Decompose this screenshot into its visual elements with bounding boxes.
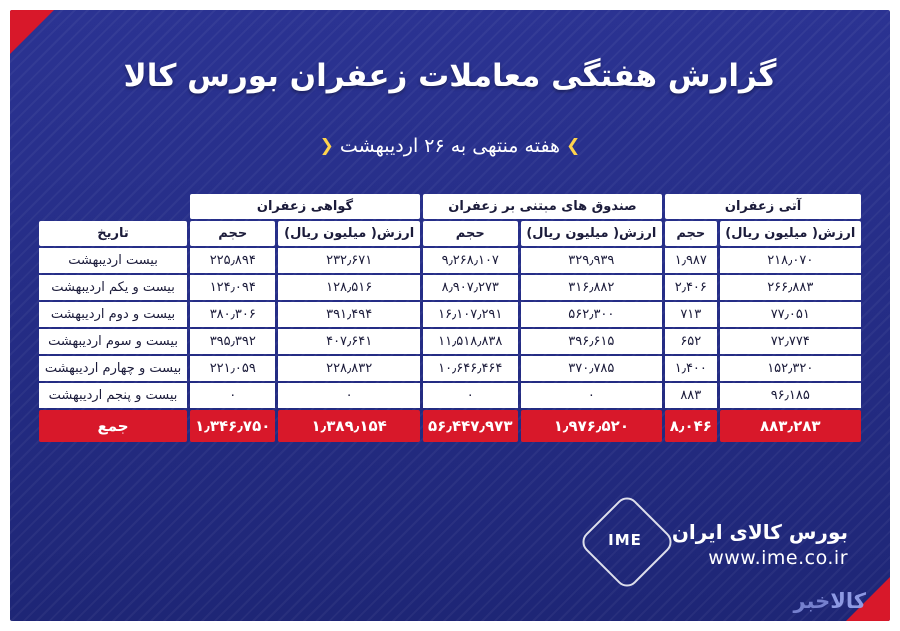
- table-row: [39, 329, 861, 354]
- cell-funds-value: ۳۱۶٫۸۸۲: [521, 275, 662, 300]
- subheader-funds-value: ارزش( میلیون ریال): [521, 221, 662, 246]
- chevron-right-icon: ❯: [566, 136, 581, 156]
- cell-futures-volume: ۱٫۹۸۷: [665, 248, 716, 273]
- cell-futures-value: ۲۶۶٫۸۸۳: [720, 275, 861, 300]
- subheader-certificates-value: ارزش( میلیون ریال): [278, 221, 419, 246]
- cell-certificates-volume: ۲۲۱٫۰۵۹: [190, 356, 275, 381]
- chevron-left-icon: ❮: [319, 136, 334, 156]
- cell-date: بیست و چهارم اردیبهشت: [39, 356, 187, 381]
- website-url[interactable]: www.ime.co.ir: [708, 547, 848, 569]
- cell-futures-value: ۹۶٫۱۸۵: [720, 383, 861, 408]
- table-row: [39, 248, 861, 273]
- subheader-funds-volume: حجم: [423, 221, 518, 246]
- cell-date: بیست و پنجم اردیبهشت: [39, 383, 187, 408]
- group-header-funds: صندوق های مبتنی بر زعفران: [423, 194, 662, 219]
- table-head: [39, 194, 861, 246]
- table-row: [39, 275, 861, 300]
- saffron-trades-table: [36, 192, 864, 444]
- cell-date: بیست و یکم اردیبهشت: [39, 275, 187, 300]
- total-certificates-volume: ۱٫۳۴۶٫۷۵۰: [190, 410, 275, 442]
- cell-certificates-value: ۱۲۸٫۵۱۶: [278, 275, 419, 300]
- ime-logo: [592, 507, 658, 573]
- cell-futures-volume: ۱٫۴۰۰: [665, 356, 716, 381]
- footer-brand: [672, 517, 848, 569]
- subheader-futures-volume: حجم: [665, 221, 716, 246]
- cell-futures-volume: ۶۵۲: [665, 329, 716, 354]
- cell-certificates-value: ۳۹۱٫۴۹۴: [278, 302, 419, 327]
- total-futures-volume: ۸٫۰۴۶: [665, 410, 716, 442]
- subheader-date: تاریخ: [39, 221, 187, 246]
- cell-futures-volume: ۲٫۴۰۶: [665, 275, 716, 300]
- cell-funds-volume: ۸٫۹۰۷٫۲۷۳: [423, 275, 518, 300]
- subheader-certificates-volume: حجم: [190, 221, 275, 246]
- table-subheader-row: [39, 221, 861, 246]
- cell-certificates-volume: ۲۲۵٫۸۹۴: [190, 248, 275, 273]
- page-title: گزارش هفتگی معاملات زعفران بورس کالا: [123, 58, 777, 94]
- cell-futures-value: ۱۵۲٫۳۲۰: [720, 356, 861, 381]
- cell-futures-value: ۲۱۸٫۰۷۰: [720, 248, 861, 273]
- cell-funds-volume: ۱۶٫۱۰۷٫۲۹۱: [423, 302, 518, 327]
- cell-funds-value: ۳۹۶٫۶۱۵: [521, 329, 662, 354]
- table-row: [39, 302, 861, 327]
- subtitle-text: هفته منتهی به ۲۶ اردیبهشت: [339, 135, 561, 157]
- cell-date: بیست و دوم اردیبهشت: [39, 302, 187, 327]
- cell-funds-volume: ۱۱٫۵۱۸٫۸۳۸: [423, 329, 518, 354]
- organization-name: بورس کالای ایران: [671, 520, 848, 544]
- table-row: [39, 383, 861, 408]
- subheader-futures-value: ارزش( میلیون ریال): [720, 221, 861, 246]
- watermark-first-word: کالا: [830, 589, 866, 613]
- cell-certificates-value: ۲۲۸٫۸۳۲: [278, 356, 419, 381]
- cell-certificates-volume: ۳۸۰٫۳۰۶: [190, 302, 275, 327]
- cell-funds-volume: ۱۰٫۶۴۶٫۴۶۴: [423, 356, 518, 381]
- watermark-second-word: خبر: [793, 589, 831, 613]
- cell-futures-value: ۷۷٫۰۵۱: [720, 302, 861, 327]
- cell-futures-value: ۷۲٫۷۷۴: [720, 329, 861, 354]
- corner-decoration-top-left: [10, 10, 54, 54]
- total-certificates-value: ۱٫۳۸۹٫۱۵۴: [278, 410, 419, 442]
- cell-certificates-value: ۰: [278, 383, 419, 408]
- cell-date: بیست و سوم اردیبهشت: [39, 329, 187, 354]
- group-header-certificates: گواهی زعفران: [190, 194, 420, 219]
- cell-funds-value: ۵۶۲٫۳۰۰: [521, 302, 662, 327]
- cell-funds-value: ۳۷۰٫۷۸۵: [521, 356, 662, 381]
- cell-date: بیست اردیبهشت: [39, 248, 187, 273]
- total-funds-value: ۱٫۹۷۶٫۵۲۰: [521, 410, 662, 442]
- total-funds-volume: ۵۶٫۴۴۷٫۹۷۳: [423, 410, 518, 442]
- table-group-header-row: [39, 194, 861, 219]
- cell-funds-value: ۰: [521, 383, 662, 408]
- cell-certificates-value: ۴۰۷٫۶۴۱: [278, 329, 419, 354]
- cell-funds-value: ۳۲۹٫۹۳۹: [521, 248, 662, 273]
- ime-logo-text: IME: [608, 531, 642, 549]
- cell-funds-volume: ۹٫۲۶۸٫۱۰۷: [423, 248, 518, 273]
- page-subtitle: [10, 135, 890, 157]
- group-header-futures: آتی زعفران: [665, 194, 861, 219]
- total-futures-value: ۸۸۳٫۲۸۳: [720, 410, 861, 442]
- watermark: [793, 589, 866, 613]
- table-row: [39, 356, 861, 381]
- cell-certificates-volume: ۳۹۵٫۳۹۲: [190, 329, 275, 354]
- group-header-empty: [39, 194, 187, 219]
- cell-funds-volume: ۰: [423, 383, 518, 408]
- cell-certificates-volume: ۰: [190, 383, 275, 408]
- table-body: [39, 248, 861, 442]
- poster-background: [10, 10, 890, 621]
- cell-certificates-volume: ۱۲۴٫۰۹۴: [190, 275, 275, 300]
- cell-certificates-value: ۲۳۲٫۶۷۱: [278, 248, 419, 273]
- cell-futures-volume: ۸۸۳: [665, 383, 716, 408]
- cell-futures-volume: ۷۱۳: [665, 302, 716, 327]
- table-total-row: [39, 410, 861, 442]
- total-label: جمع: [39, 410, 187, 442]
